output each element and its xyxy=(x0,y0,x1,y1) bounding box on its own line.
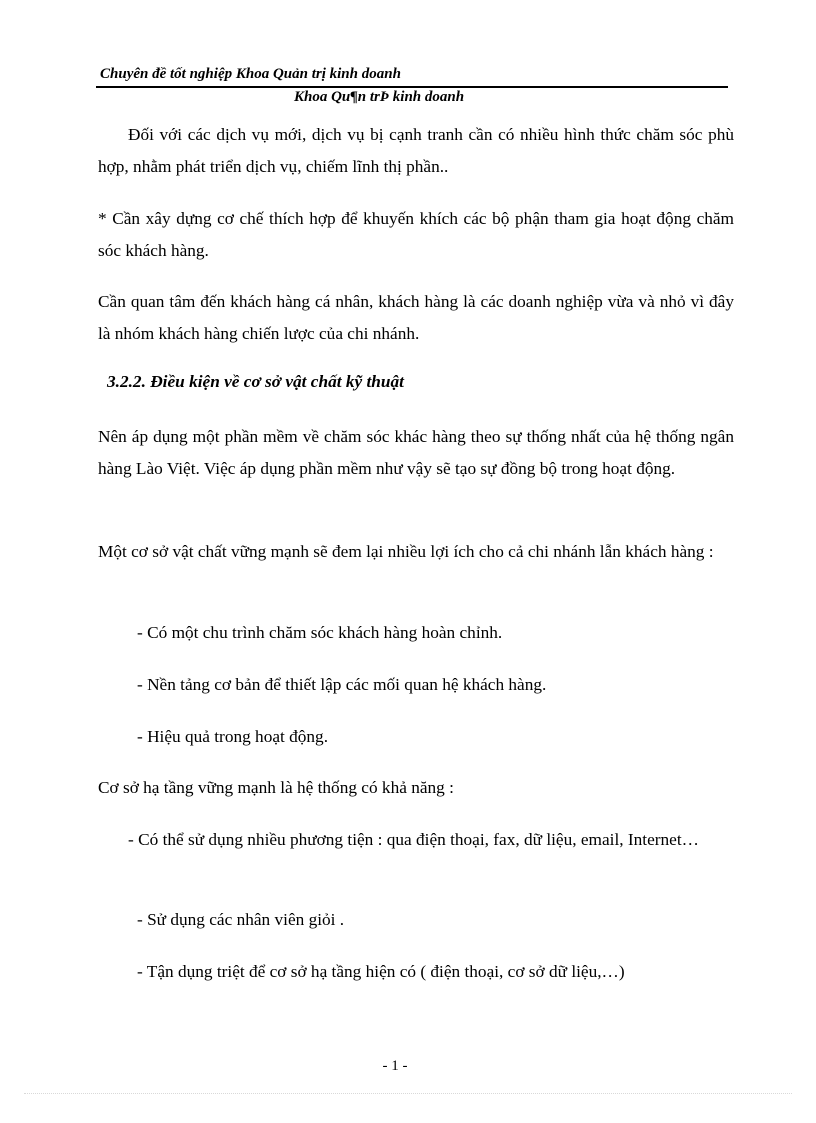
paragraph-mechanism: * Cần xây dựng cơ chế thích hợp để khuyến khích các bộ phận tham gia hoạt động chăm sóc khách hàng. xyxy=(98,209,734,260)
page-number: - 1 - xyxy=(382,1058,408,1074)
list-item: - Có thể sử dụng nhiều phương tiện : qua điện thoại, fax, dữ liệu, email, Internet… xyxy=(128,830,699,849)
paragraph-customers: Cần quan tâm đến khách hàng cá nhân, khách hàng là các doanh nghiệp vừa và nhỏ vì đây là nhóm khách hàng chiến lược của chi nhánh. xyxy=(98,292,734,343)
paragraph-software: Nên áp dụng một phần mềm về chăm sóc khác hàng theo sự thống nhất của hệ thống ngân hàng Lào Việt. Việc áp dụng phần mềm như vậy sẽ tạo sự đồng bộ trong hoạt động. xyxy=(98,427,734,478)
footer-divider xyxy=(24,1093,792,1094)
list-item: - Nền tảng cơ bản để thiết lập các mối quan hệ khách hàng. xyxy=(137,675,547,694)
paragraph-infrastructure-benefits: Một cơ sở vật chất vững mạnh sẽ đem lại nhiều lợi ích cho cả chi nhánh lẫn khách hàng : xyxy=(98,542,714,561)
header-subtitle: Khoa Qu¶n trÞ kinh doanh xyxy=(294,89,465,105)
paragraph-new-services: Đối với các dịch vụ mới, dịch vụ bị cạnh tranh cần có nhiều hình thức chăm sóc phù hợp, nhằm phát triển dịch vụ, chiếm lĩnh thị phần.. xyxy=(98,125,734,176)
list-item: - Sử dụng các nhân viên giỏi . xyxy=(137,910,345,929)
list-item: - Có một chu trình chăm sóc khách hàng hoàn chỉnh. xyxy=(137,623,503,642)
paragraph-infrastructure-capabilities: Cơ sở hạ tầng vững mạnh là hệ thống có khả năng : xyxy=(98,778,454,797)
header-rule xyxy=(96,86,728,88)
list-item: - Hiệu quả trong hoạt động. xyxy=(137,727,329,746)
section-heading: 3.2.2. Điều kiện về cơ sở vật chất kỹ thuật xyxy=(107,372,404,391)
header-title: Chuyên đề tốt nghiệp Khoa Quản trị kinh doanh xyxy=(100,66,401,82)
list-item: - Tận dụng triệt để cơ sở hạ tầng hiện có ( điện thoại, cơ sở dữ liệu,…) xyxy=(137,962,625,981)
